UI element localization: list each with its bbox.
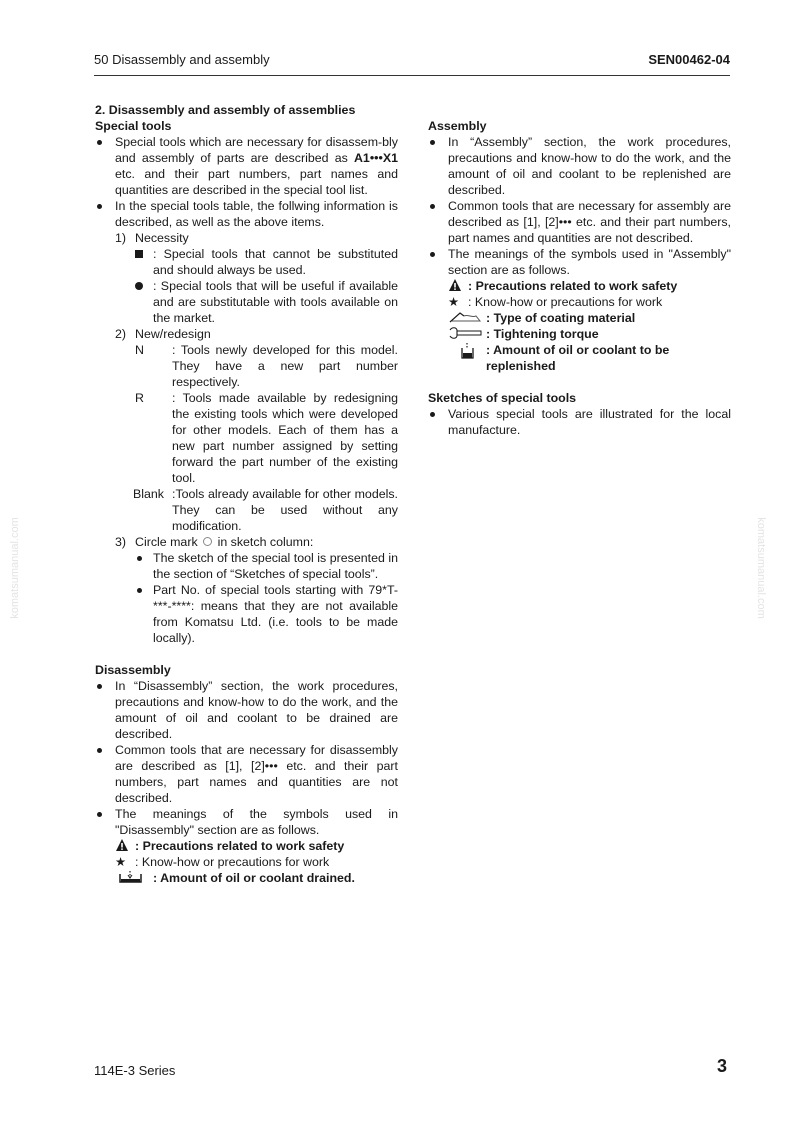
assembly-symbol-safety-text: : Precautions related to work safety <box>468 279 678 293</box>
blank-key: Blank <box>133 487 164 501</box>
filled-square-icon <box>135 246 144 262</box>
left-column <box>95 102 398 886</box>
assembly-heading: Assembly <box>428 119 487 133</box>
necessity-dot-text: : Special tools that will be useful if available and are substitutable with tools available on the market. <box>153 279 398 325</box>
special-tools-heading: Special tools <box>95 119 172 133</box>
disassembly-symbol-safety-text: : Precautions related to work safety <box>135 839 345 853</box>
oil-drain-icon <box>115 870 147 890</box>
watermark-right: komatsumanual.com <box>754 517 767 619</box>
circle-mark-post: in sketch column: <box>217 535 314 549</box>
assembly-symbol-refill <box>428 342 731 374</box>
bullet-special-tools-1 <box>95 134 398 198</box>
sketches-bullet-1: Various special tools are illustrated for the local manufacture. <box>428 406 731 438</box>
r-text: : Tools made available by redesigning the existing tools which were developed for other models. Each of them has a new part number assigned by setting forward the part number of the existing tool. <box>172 391 398 485</box>
blank-text: :Tools already available for other models. They can be used without any modification. <box>172 487 398 533</box>
disassembly-symbol-drain-text: : Amount of oil or coolant drained. <box>153 871 355 885</box>
oil-refill-icon <box>448 342 482 364</box>
assembly-bullet-1: In “Assembly” section, the work procedures, precautions and know-how to do the work, and the amount of oil and coolant to be replenished are described. <box>428 134 731 198</box>
circle-mark-pre: Circle mark <box>135 535 198 549</box>
footer-series: 114E-3 Series <box>94 1063 176 1078</box>
assembly-bullet-2: Common tools that are necessary for assembly are described as [1], [2]••• etc. and their part numbers, part names and quantities are not described. <box>428 198 731 246</box>
assembly-symbol-torque <box>428 326 731 342</box>
sketches-heading: Sketches of special tools <box>428 391 577 405</box>
st-p1-bold: A1•••X1 <box>353 151 398 165</box>
assembly-symbol-coating <box>428 310 731 326</box>
new-redesign-number: 2) <box>115 327 127 341</box>
chapter-title: 2. Disassembly and assembly of assemblies <box>95 103 356 117</box>
necessity-item <box>95 230 398 246</box>
right-column <box>428 118 731 438</box>
open-circle-icon <box>203 537 212 546</box>
r-key: R <box>135 391 144 405</box>
necessity-number: 1) <box>115 231 127 245</box>
assembly-symbol-safety <box>428 278 731 294</box>
page-number: 3 <box>717 1056 728 1076</box>
assembly-symbol-coating-text: : Type of coating material <box>486 311 636 325</box>
blank-definition <box>95 486 398 534</box>
star-icon: ★ <box>115 855 127 869</box>
bullet-special-tools-2: In the special tools table, the follwing information is described, as well as the above items. <box>95 198 398 230</box>
section-title: 50 Disassembly and assembly <box>94 52 270 67</box>
disassembly-symbol-knowhow-text: : Know-how or precautions for work <box>135 855 330 869</box>
star-icon: ★ <box>448 295 460 309</box>
necessity-square-text: : Special tools that cannot be substituted and should always be used. <box>153 247 398 277</box>
necessity-square-def <box>95 246 398 278</box>
st-p1-pre: Special tools which are necessary for disassem-bly and assembly of parts are described as <box>115 135 398 165</box>
new-redesign-item <box>95 326 398 342</box>
st-p1-post: etc. and their part numbers, part names and quantities are described in the special tool list. <box>115 167 398 197</box>
disassembly-bullet-2: Common tools that are necessary for disassembly are described as [1], [2]••• etc. and their part numbers, part names and quantities are not described. <box>95 742 398 806</box>
new-redesign-label: New/redesign <box>135 327 211 341</box>
circle-mark-number: 3) <box>115 535 127 549</box>
r-definition <box>95 390 398 486</box>
n-key: N <box>135 343 144 357</box>
circle-mark-item <box>95 534 398 550</box>
disassembly-symbol-drain <box>95 870 398 886</box>
disassembly-heading: Disassembly <box>95 663 171 677</box>
page-header <box>94 52 730 68</box>
assembly-symbol-knowhow-text: : Know-how or precautions for work <box>468 295 663 309</box>
disassembly-symbol-knowhow <box>95 854 398 870</box>
document-number: SEN00462-04 <box>648 52 730 67</box>
assembly-symbol-refill-text: : Amount of oil or coolant to be replenished <box>486 343 670 373</box>
necessity-dot-def <box>95 278 398 326</box>
filled-circle-icon <box>135 278 144 294</box>
disassembly-bullet-1: In “Disassembly” section, the work procedures, precautions and know-how to do the work, and the amount of oil and coolant to be drained are described. <box>95 678 398 742</box>
n-text: : Tools newly developed for this model. They have a new part number respectively. <box>172 343 398 389</box>
assembly-symbol-torque-text: : Tightening torque <box>486 327 599 341</box>
circle-bullet-1: The sketch of the special tool is presented in the section of “Sketches of special tools”. <box>95 550 398 582</box>
assembly-bullet-3: The meanings of the symbols used in "Assembly" section are as follows. <box>428 246 731 278</box>
disassembly-symbol-safety <box>95 838 398 854</box>
circle-bullet-2: Part No. of special tools starting with 79*T-***-****: means that they are not available from Komatsu Ltd. (i.e. tools to be made locally). <box>95 582 398 646</box>
watermark-left: komatsumanual.com <box>8 517 21 619</box>
disassembly-bullet-3: The meanings of the symbols used in "Disassembly" section are as follows. <box>95 806 398 838</box>
header-divider <box>94 75 730 76</box>
n-definition <box>95 342 398 390</box>
assembly-symbol-knowhow <box>428 294 731 310</box>
necessity-label: Necessity <box>135 231 189 245</box>
